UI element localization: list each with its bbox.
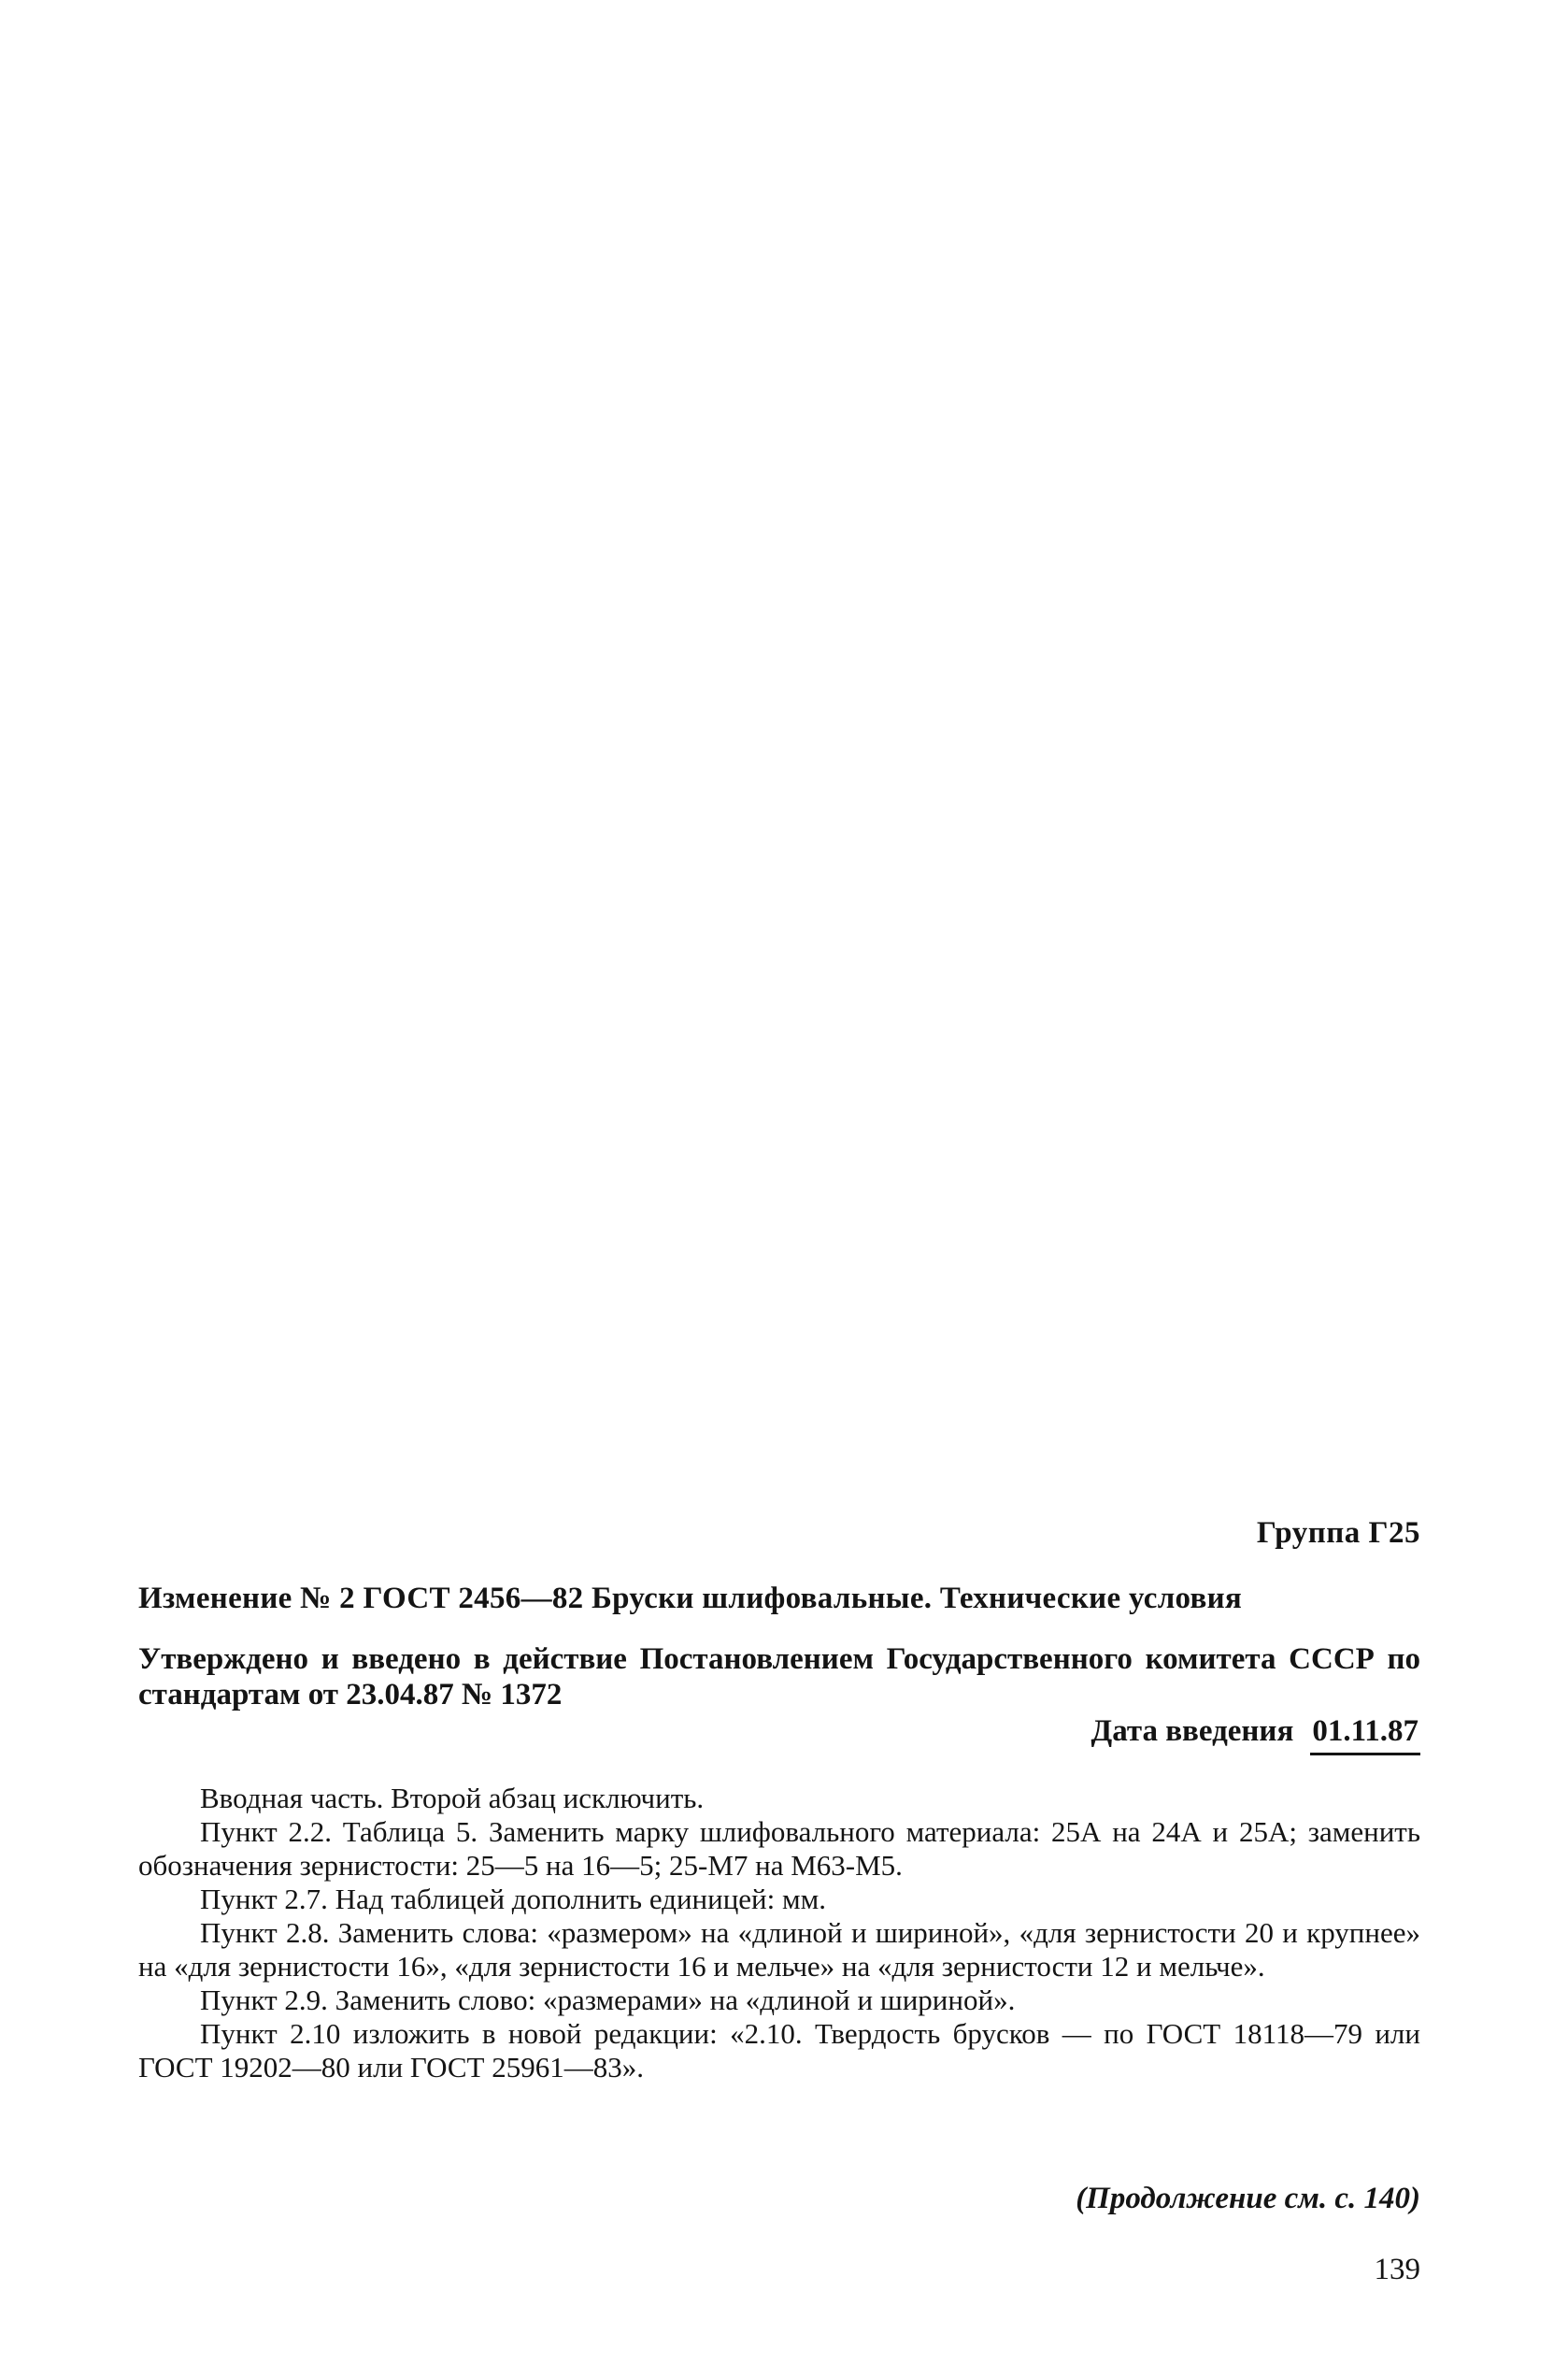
page-number: 139 — [1374, 2253, 1420, 2286]
paragraph: Вводная часть. Второй абзац исключить. — [200, 1782, 705, 1814]
change-items — [138, 1782, 1420, 2084]
continued-note: (Продолжение см. с. 140) — [1076, 2182, 1420, 2215]
effective-date-label: Дата введения — [1090, 1714, 1294, 1748]
group-label: Группа Г25 — [1256, 1516, 1420, 1550]
paragraph: Пункт 2.2. Таблица 5. Заменить марку шлифовального материала: 25А на 24А и 25А; заменить обозначения зернистости: 25—5 на 16—5; 25-М7 на М63-М5. — [138, 1815, 1420, 1882]
effective-date-line — [138, 1714, 1420, 1755]
paragraph: Пункт 2.7. Над таблицей дополнить единицей: мм. — [200, 1883, 826, 1915]
paragraph: Пункт 2.10 изложить в новой редакции: «2.10. Твердость брусков — по ГОСТ 18118—79 или ГОСТ 19202—80 или ГОСТ 25961—83». — [138, 2017, 1420, 2084]
paragraph: Пункт 2.9. Заменить слово: «размерами» на «длиной и шириной». — [200, 1983, 1016, 2016]
change-title: Изменение № 2 ГОСТ 2456—82 Бруски шлифовальные. Технические условия — [138, 1582, 1243, 1615]
paragraph: Пункт 2.8. Заменить слова: «размером» на «длиной и шириной», «для зернистости 20 и крупнее» на «для зернистости 16», «для зернистости 16 и мельче» на «для зернистости 12 и мельче». — [138, 1916, 1420, 1983]
effective-date-value: 01.11.87 — [1310, 1714, 1420, 1755]
approval-statement: Утверждено и введено в действие Постановлением Государственного комитета СССР по стандартам от 23.04.87 № 1372 — [138, 1642, 1420, 1711]
